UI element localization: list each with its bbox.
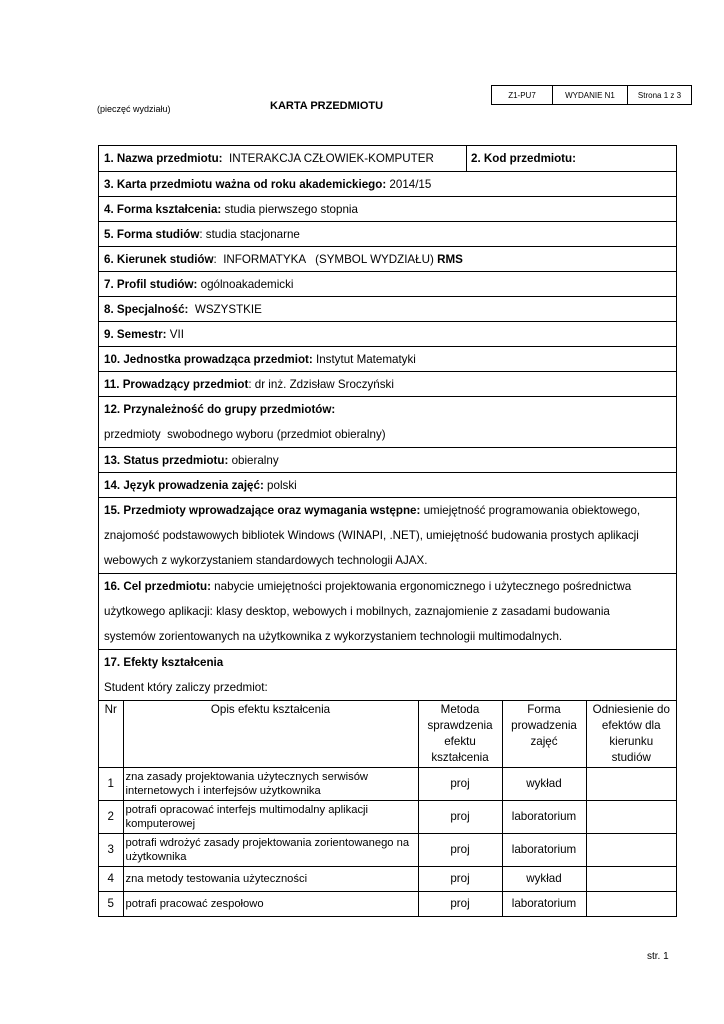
field-row-8	[99, 297, 676, 322]
field-row-3	[99, 172, 676, 197]
study-form-label: 5. Forma studiów	[104, 227, 200, 241]
field-row-10	[99, 347, 676, 372]
outcome-description: potrafi opracować interfejs multimodalny aplikacji komputerowej	[123, 800, 418, 833]
education-form-label: 4. Forma kształcenia:	[104, 202, 222, 216]
course-group-value: przedmioty swobodnego wyboru (przedmiot obieralny)	[104, 428, 386, 441]
document-title: KARTA PRZEDMIOTU	[270, 100, 384, 112]
prerequisites-line-2: znajomość podstawowych bibliotek Windows (WINAPI, .NET), umiejętność budowania prostych aplikacji	[104, 529, 639, 542]
outcome-reference	[586, 891, 676, 916]
unit-value: Instytut Matematyki	[315, 352, 416, 366]
specialization-label: 8. Specjalność:	[104, 302, 189, 316]
study-profile-value: ogólnoakademicki	[200, 277, 294, 291]
outcome-description: potrafi wdrożyć zasady projektowania zorientowanego na użytkownika	[123, 833, 418, 866]
page-number: str. 1	[647, 951, 669, 962]
page-indicator: Strona 1 z 3	[628, 86, 692, 105]
col-header-method: Metoda sprawdzenia efektu kształcenia	[418, 701, 502, 767]
table-row	[99, 767, 676, 800]
col-header-reference: Odniesienie do efektów dla kierunku studiów	[586, 701, 676, 767]
table-row	[99, 833, 676, 866]
outcomes-header-row	[99, 701, 676, 767]
field-row-5	[99, 222, 676, 247]
prerequisites-line-1: umiejętność programowania obiektowego,	[423, 504, 641, 517]
field-row-16	[99, 574, 676, 650]
lecturer-label: 11. Prowadzący przedmiot	[104, 377, 249, 391]
course-goal-line-1: nabycie umiejętności projektowania ergonomicznego i użytecznego pośrednictwa	[214, 580, 632, 593]
table-row	[99, 800, 676, 833]
outcome-nr: 2	[99, 800, 123, 833]
outcome-form: wykład	[502, 767, 586, 800]
outcome-reference	[586, 767, 676, 800]
semester-label: 9. Semestr:	[104, 327, 167, 341]
education-form-value: studia pierwszego stopnia	[224, 202, 358, 216]
language-value: polski	[267, 478, 297, 492]
outcome-nr: 3	[99, 833, 123, 866]
col-header-form: Forma prowadzenia zajęć	[502, 701, 586, 767]
table-row	[99, 891, 676, 916]
learning-outcomes-intro: Student który zaliczy przedmiot:	[104, 681, 268, 694]
lecturer-value: : dr inż. Zdzisław Sroczyński	[248, 377, 394, 391]
document-code-table	[491, 85, 692, 105]
outcome-form: laboratorium	[502, 891, 586, 916]
outcome-form: wykład	[502, 866, 586, 891]
col-header-nr: Nr	[99, 701, 123, 767]
table-row	[99, 866, 676, 891]
field-row-4	[99, 197, 676, 222]
course-goal-label: 16. Cel przedmiotu:	[104, 580, 211, 593]
field-row-1	[99, 146, 676, 172]
outcome-nr: 1	[99, 767, 123, 800]
outcome-method: proj	[418, 866, 502, 891]
language-label: 14. Język prowadzenia zajęć:	[104, 478, 264, 492]
learning-outcomes-label: 17. Efekty kształcenia	[104, 656, 224, 669]
outcome-reference	[586, 833, 676, 866]
outcome-reference	[586, 800, 676, 833]
prerequisites-label: 15. Przedmioty wprowadzające oraz wymagania wstępne:	[104, 504, 421, 517]
field-row-9	[99, 322, 676, 347]
faculty-stamp-label: (pieczęć wydziału)	[97, 104, 171, 114]
outcome-method: proj	[418, 767, 502, 800]
learning-outcomes-table	[99, 701, 676, 916]
valid-year-value: 2014/15	[389, 177, 432, 191]
field-row-17	[99, 650, 676, 701]
study-profile-label: 7. Profil studiów:	[104, 277, 198, 291]
form-code: Z1-PU7	[492, 86, 553, 105]
semester-value: VII	[169, 327, 184, 341]
study-field-label: 6. Kierunek studiów	[104, 252, 214, 266]
outcome-form: laboratorium	[502, 800, 586, 833]
field-row-15	[99, 498, 676, 574]
outcome-nr: 4	[99, 866, 123, 891]
course-goal-line-2: użytkowego aplikacji: klasy desktop, webowych i mobilnych, zaznajomienie z zasadami budowania	[104, 605, 610, 618]
outcome-description: potrafi pracować zespołowo	[123, 891, 418, 916]
course-code-label: 2. Kod przedmiotu:	[471, 152, 576, 165]
valid-year-label: 3. Karta przedmiotu ważna od roku akademickiego:	[104, 177, 387, 191]
outcome-method: proj	[418, 833, 502, 866]
study-form-value: : studia stacjonarne	[199, 227, 300, 241]
field-row-13	[99, 448, 676, 473]
course-card	[98, 145, 677, 917]
unit-label: 10. Jednostka prowadząca przedmiot:	[104, 352, 313, 366]
field-row-11	[99, 372, 676, 397]
faculty-symbol: RMS	[437, 252, 463, 266]
edition-code: WYDANIE N1	[553, 86, 628, 105]
course-status-value: obieralny	[231, 453, 279, 467]
course-name-label: 1. Nazwa przedmiotu:	[104, 152, 223, 165]
outcome-description: zna metody testowania użyteczności	[123, 866, 418, 891]
outcome-method: proj	[418, 891, 502, 916]
field-row-12	[99, 397, 676, 448]
field-row-14	[99, 473, 676, 498]
field-row-7	[99, 272, 676, 297]
study-field-value: : INFORMATYKA (SYMBOL WYDZIAŁU)	[213, 252, 434, 266]
specialization-value: WSZYSTKIE	[194, 302, 262, 316]
course-goal-line-3: systemów zorientowanych na użytkownika z wykorzystaniem technologii multimodalnych.	[104, 630, 563, 643]
field-row-6	[99, 247, 676, 272]
prerequisites-line-3: webowych z wykorzystaniem standardowych technologii AJAX.	[104, 554, 428, 567]
course-status-label: 13. Status przedmiotu:	[104, 453, 229, 467]
course-group-label: 12. Przynależność do grupy przedmiotów:	[104, 403, 336, 416]
outcome-form: laboratorium	[502, 833, 586, 866]
outcome-reference	[586, 866, 676, 891]
outcome-nr: 5	[99, 891, 123, 916]
col-header-description: Opis efektu kształcenia	[123, 701, 418, 767]
course-name-value: INTERAKCJA CZŁOWIEK-KOMPUTER	[228, 152, 434, 165]
outcome-description: zna zasady projektowania użytecznych serwisów internetowych i interfejsów użytkownika	[123, 767, 418, 800]
outcome-method: proj	[418, 800, 502, 833]
